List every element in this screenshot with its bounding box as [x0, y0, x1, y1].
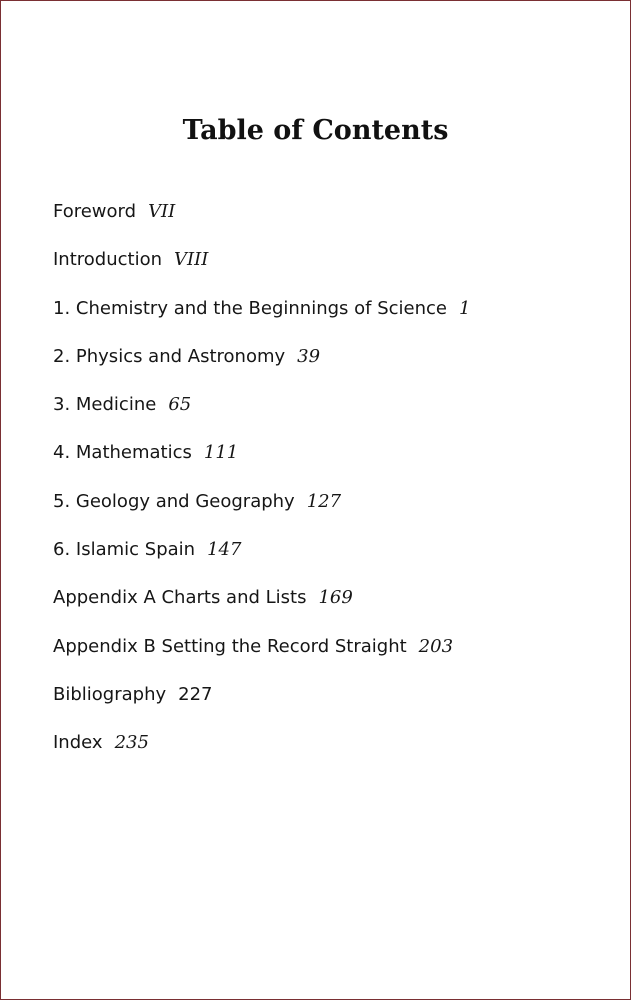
page-title: Table of Contents — [182, 115, 449, 146]
toc-entry-label: 5. Geology and Geography — [53, 490, 295, 512]
toc-entry-page: 39 — [297, 345, 321, 367]
toc-entry-index — [53, 728, 470, 776]
toc-entry-page: 235 — [114, 732, 149, 754]
toc-entry-bibliography — [53, 680, 470, 728]
toc-entry-label: Index — [53, 732, 103, 754]
toc-entry-chapter-2 — [53, 342, 470, 390]
toc-entry-chapter-6 — [53, 535, 470, 583]
toc-entry-label: Appendix B Setting the Record Straight — [53, 635, 407, 657]
toc-entry-page: 1 — [459, 297, 471, 319]
toc-entry-appendix-a — [53, 583, 470, 631]
toc-entry-label: 6. Islamic Spain — [53, 539, 196, 561]
toc-entry-introduction — [53, 245, 470, 293]
toc-entry-page: 203 — [418, 635, 454, 657]
toc-entry-page: VII — [148, 201, 176, 222]
toc-entry-label: 4. Mathematics — [53, 442, 192, 464]
toc-entry-label: Foreword — [53, 201, 137, 222]
toc-entry-label: Introduction — [53, 249, 163, 271]
toc-entry-page: 169 — [318, 587, 353, 609]
toc-entry-page: 147 — [207, 539, 242, 561]
toc-entry-appendix-b — [53, 632, 470, 680]
toc-entry-label: Appendix A Charts and Lists — [53, 587, 307, 609]
toc-entry-chapter-3 — [53, 390, 470, 438]
toc-entry-page: VIII — [174, 249, 209, 271]
toc-entry-label: 1. Chemistry and the Beginnings of Science — [53, 297, 447, 319]
toc-entry-label: Bibliography — [53, 683, 167, 705]
toc-entry-page: 127 — [306, 490, 342, 512]
toc-entry-page: 111 — [203, 442, 239, 464]
toc-entry-foreword — [53, 197, 470, 245]
toc-entry-chapter-1 — [53, 294, 470, 342]
toc-entry-page: 65 — [168, 394, 192, 416]
toc-entry-label: 2. Physics and Astronomy — [53, 345, 286, 367]
toc-entry-label: 3. Medicine — [53, 394, 157, 416]
toc-list — [53, 197, 470, 777]
toc-entry-chapter-4 — [53, 438, 470, 486]
toc-entry-chapter-5 — [53, 487, 470, 535]
toc-entry-page: 227 — [178, 683, 213, 705]
